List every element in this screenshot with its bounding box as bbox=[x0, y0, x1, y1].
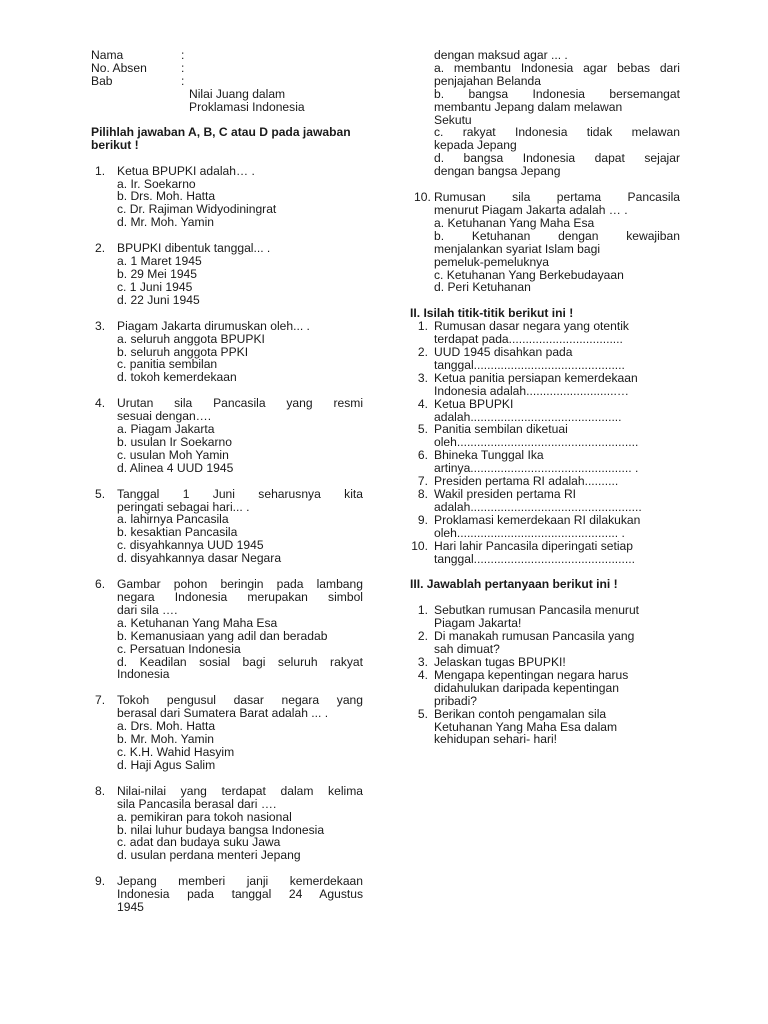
item-body bbox=[434, 449, 680, 475]
essay-item bbox=[410, 708, 680, 747]
item-number: 10. bbox=[411, 538, 428, 553]
answer-option: c. disyahkannya UUD 1945 bbox=[117, 538, 264, 553]
question-body bbox=[117, 320, 363, 385]
item-body bbox=[434, 514, 680, 540]
question-text-line: Tanggal 1 Juni seharusnya kita bbox=[117, 486, 363, 501]
item-number: 5. bbox=[417, 422, 428, 437]
question-text-line: Rumusan sila pertama Pancasila bbox=[434, 190, 680, 205]
question-text-line: Jepang memberi janji kemerdekaan bbox=[117, 874, 363, 889]
answer-option: a. Drs. Moh. Hatta bbox=[117, 719, 216, 734]
answer-option: b. Ketuhanan dengan kewajiban bbox=[434, 228, 680, 243]
spacer bbox=[91, 772, 363, 785]
item-text-line: Piagam Jakarta! bbox=[434, 616, 522, 631]
item-text-line: adalah............................................. bbox=[434, 409, 622, 424]
answer-option: a. lahirnya Pancasila bbox=[117, 512, 229, 527]
answer-option: a. Ir. Soekarno bbox=[117, 176, 196, 191]
right-column bbox=[410, 49, 680, 746]
fill-in-item bbox=[410, 423, 680, 449]
bab-value-1: Nilai Juang dalam bbox=[189, 87, 286, 101]
answer-option: b. Drs. Moh. Hatta bbox=[117, 189, 216, 204]
answer-line: membantu Jepang dalam melawan bbox=[434, 99, 623, 114]
answer-option: d. 22 Juni 1945 bbox=[117, 292, 200, 307]
item-text-line: Wakil presiden pertama RI bbox=[434, 487, 577, 501]
left-column bbox=[91, 49, 363, 914]
colon: : bbox=[181, 61, 185, 75]
fill-in-item bbox=[410, 540, 680, 566]
answer-option: c. adat dan budaya suku Jawa bbox=[117, 835, 281, 850]
item-text-line: artinya................................................ . bbox=[434, 461, 639, 476]
question-10 bbox=[410, 191, 680, 294]
answer-option: a. Ketuhanan Yang Maha Esa bbox=[434, 215, 595, 230]
question-item bbox=[91, 320, 363, 385]
question-text-line: Gambar pohon beringin pada lambang bbox=[117, 577, 363, 592]
question-text-line: Indonesia pada tanggal 24 Agustus bbox=[117, 887, 363, 902]
item-text-line: Proklamasi kemerdekaan RI dilakukan bbox=[434, 512, 641, 527]
item-number: 2. bbox=[417, 345, 428, 360]
item-body bbox=[434, 630, 680, 656]
item-body bbox=[434, 604, 680, 630]
spacer bbox=[91, 475, 363, 488]
item-text-line: Hari lahir Pancasila diperingati setiap bbox=[434, 538, 633, 553]
question-body bbox=[117, 488, 363, 565]
answer-line: a. membantu Indonesia agar bebas dari bbox=[434, 60, 680, 75]
question-text-line: BPUPKI dibentuk tanggal... . bbox=[117, 241, 271, 256]
question-text-line: menurut Piagam Jakarta adalah … . bbox=[434, 202, 628, 217]
answer-option: b. usulan Ir Soekarno bbox=[117, 434, 232, 449]
item-number: 5. bbox=[417, 706, 428, 721]
item-text-line: Ketuhanan Yang Maha Esa dalam bbox=[434, 719, 618, 734]
item-text-line: Sebutkan rumusan Pancasila menurut bbox=[434, 603, 640, 618]
item-text-line: adalah................................................... bbox=[434, 499, 642, 514]
answer-line: Sekutu bbox=[434, 112, 472, 127]
multiple-choice-list bbox=[91, 165, 363, 914]
item-text-line: tanggal............................................. bbox=[434, 357, 625, 372]
item-number: 4. bbox=[417, 396, 428, 411]
question-body bbox=[117, 694, 363, 771]
fill-in-item bbox=[410, 449, 680, 475]
item-number: 2. bbox=[417, 629, 428, 644]
answer-line: kepada Jepang bbox=[434, 138, 517, 153]
absen-row bbox=[91, 62, 363, 75]
item-body bbox=[434, 540, 680, 566]
item-body bbox=[434, 398, 680, 424]
absen-label: No. Absen bbox=[91, 61, 147, 75]
item-body bbox=[434, 423, 680, 449]
question-text-line: sila Pancasila berasal dari …. bbox=[117, 796, 277, 811]
question-number: 1. bbox=[95, 163, 106, 178]
question-number: 6. bbox=[95, 577, 106, 592]
answer-option: d. Keadilan sosial bagi seluruh rakyat bbox=[117, 654, 363, 669]
answer-option: a. pemikiran para tokoh nasional bbox=[117, 809, 292, 824]
item-text-line: oleh...................................................... bbox=[434, 435, 639, 450]
question-text-line: Tokoh pengusul dasar negara yang bbox=[117, 693, 363, 708]
answer-line: dengan bangsa Jepang bbox=[434, 164, 561, 179]
fill-in-list bbox=[410, 320, 680, 565]
question-number: 7. bbox=[95, 693, 106, 708]
answer-option: a. 1 Maret 1945 bbox=[117, 254, 202, 269]
essay-item bbox=[410, 656, 680, 669]
question-number: 10. bbox=[414, 190, 431, 205]
question-text-line: sesuai dengan…. bbox=[117, 409, 212, 424]
answer-option: d. Haji Agus Salim bbox=[117, 757, 216, 772]
item-number: 4. bbox=[417, 667, 428, 682]
item-text-line: UUD 1945 disahkan pada bbox=[434, 345, 573, 360]
answer-option: c. usulan Moh Yamin bbox=[117, 447, 229, 462]
item-number: 9. bbox=[417, 512, 428, 527]
answer-option: c. Ketuhanan Yang Berkebudayaan bbox=[434, 267, 624, 282]
question-item bbox=[91, 785, 363, 862]
item-body bbox=[434, 669, 680, 708]
question-body bbox=[117, 397, 363, 474]
fill-in-item bbox=[410, 398, 680, 424]
question-number: 3. bbox=[95, 318, 106, 333]
answer-line: dengan maksud agar ... . bbox=[434, 48, 568, 62]
item-text-line: sah dimuat? bbox=[434, 642, 500, 657]
item-text-line: didahulukan daripada kepentingan bbox=[434, 680, 619, 695]
item-body bbox=[434, 656, 680, 669]
answer-option: d. Mr. Moh. Yamin bbox=[117, 215, 215, 230]
question-text-line: peringati sebagai hari... . bbox=[117, 499, 250, 514]
instruction-1: Pilihlah jawaban A, B, C atau D pada jawaban berikut ! bbox=[91, 124, 351, 152]
answer-option: d. Alinea 4 UUD 1945 bbox=[117, 460, 234, 475]
answer-option: a. Ketuhanan Yang Maha Esa bbox=[117, 615, 278, 630]
item-text-line: Berikan contoh pengamalan sila bbox=[434, 706, 607, 721]
section-3-heading: III. Jawablah pertanyaan berikut ini ! bbox=[410, 577, 618, 592]
answer-option: c. Persatuan Indonesia bbox=[117, 641, 241, 656]
answer-option: pemeluk-pemeluknya bbox=[434, 254, 549, 269]
question-text-line: dari sila …. bbox=[117, 602, 178, 617]
bab-label: Bab bbox=[91, 74, 113, 88]
answer-option: c. Dr. Rajiman Widyodiningrat bbox=[117, 202, 277, 217]
question-number: 4. bbox=[95, 396, 106, 411]
bab-value-2: Proklamasi Indonesia bbox=[189, 99, 305, 114]
question-text-line: Urutan sila Pancasila yang resmi bbox=[117, 396, 363, 411]
question-number: 5. bbox=[95, 486, 106, 501]
colon: : bbox=[181, 74, 185, 88]
item-text-line: Bhineka Tunggal Ika bbox=[434, 448, 544, 463]
fill-in-item bbox=[410, 372, 680, 398]
item-number: 1. bbox=[417, 603, 428, 618]
question-item bbox=[410, 191, 680, 294]
question-item bbox=[91, 165, 363, 230]
answer-option: a. seluruh anggota BPUPKI bbox=[117, 331, 265, 346]
item-number: 1. bbox=[417, 319, 428, 334]
colon: : bbox=[181, 48, 185, 62]
item-text-line: oleh................................................ . bbox=[434, 525, 625, 540]
answer-option: b. kesaktian Pancasila bbox=[117, 525, 238, 540]
fill-in-item bbox=[410, 514, 680, 540]
item-body bbox=[434, 346, 680, 372]
answer-option: Indonesia bbox=[117, 667, 170, 682]
question-number: 9. bbox=[95, 874, 106, 889]
answer-option: b. Kemanusiaan yang adil dan beradab bbox=[117, 628, 328, 643]
item-text-line: Jelaskan tugas BPUPKI! bbox=[434, 654, 566, 669]
essay-item bbox=[410, 604, 680, 630]
essay-list bbox=[410, 604, 680, 746]
question-text-line: negara Indonesia merupakan simbol bbox=[117, 590, 363, 604]
question-number: 2. bbox=[95, 241, 106, 256]
item-body bbox=[434, 320, 680, 346]
item-text-line: Rumusan dasar negara yang otentik bbox=[434, 319, 629, 334]
question-item bbox=[91, 242, 363, 307]
question-text-line: Nilai-nilai yang terdapat dalam kelima bbox=[117, 783, 363, 798]
answer-option: d. disyahkannya dasar Negara bbox=[117, 551, 282, 566]
question-body bbox=[117, 875, 363, 914]
fill-in-item bbox=[410, 488, 680, 514]
question-item bbox=[91, 578, 363, 681]
item-number: 3. bbox=[417, 370, 428, 385]
answer-line: penjajahan Belanda bbox=[434, 73, 541, 88]
answer-option: menjalankan syariat Islam bagi bbox=[434, 241, 601, 256]
answer-option: c. 1 Juni 1945 bbox=[117, 279, 193, 294]
question-9-continued bbox=[410, 49, 680, 178]
answer-option: c. panitia sembilan bbox=[117, 357, 218, 372]
item-text-line: kehidupan sehari- hari! bbox=[434, 732, 558, 747]
item-text-line: Mengapa kepentingan negara harus bbox=[434, 667, 629, 682]
answer-line: d. bangsa Indonesia dapat sejajar bbox=[434, 151, 680, 166]
question-number: 8. bbox=[95, 783, 106, 798]
answer-option: d. usulan perdana menteri Jepang bbox=[117, 848, 301, 863]
item-text-line: pribadi? bbox=[434, 693, 478, 708]
item-text-line: Indonesia adalah...........................… bbox=[434, 383, 629, 398]
answer-option: b. Mr. Moh. Yamin bbox=[117, 732, 215, 747]
answer-option: b. nilai luhur budaya bangsa Indonesia bbox=[117, 822, 325, 837]
item-text-line: Presiden pertama RI adalah.......... bbox=[434, 474, 619, 489]
essay-item bbox=[410, 630, 680, 656]
item-text-line: Ketua panitia persiapan kemerdekaan bbox=[434, 370, 638, 385]
question-text-line: 1945 bbox=[117, 900, 144, 915]
item-body bbox=[434, 372, 680, 398]
question-item bbox=[91, 875, 363, 914]
item-text-line: Di manakah rumusan Pancasila yang bbox=[434, 629, 635, 644]
question-text-line: Ketua BPUPKI adalah… . bbox=[117, 163, 255, 178]
answer-option: a. Piagam Jakarta bbox=[117, 422, 215, 437]
question-item bbox=[91, 397, 363, 474]
fill-in-item bbox=[410, 320, 680, 346]
section-2-heading: II. Isilah titik-titik berikut ini ! bbox=[410, 306, 574, 321]
answer-line: c. rakyat Indonesia tidak melawan bbox=[434, 125, 680, 140]
question-text-line: berasal dari Sumatera Barat adalah ... . bbox=[117, 706, 329, 721]
answer-option: c. K.H. Wahid Hasyim bbox=[117, 744, 235, 759]
item-number: 7. bbox=[417, 474, 428, 489]
question-body bbox=[117, 785, 363, 862]
question-body bbox=[434, 191, 680, 294]
spacer bbox=[91, 307, 363, 320]
question-item bbox=[91, 694, 363, 771]
item-text-line: tanggal................................................ bbox=[434, 551, 635, 566]
item-body bbox=[434, 488, 680, 514]
item-number: 6. bbox=[417, 448, 428, 463]
item-text-line: Ketua BPUPKI bbox=[434, 396, 514, 411]
fill-in-item bbox=[410, 346, 680, 372]
nama-label: Nama bbox=[91, 48, 124, 62]
answer-option: d. tokoh kemerdekaan bbox=[117, 370, 237, 385]
question-body bbox=[117, 242, 363, 307]
item-text-line: Panitia sembilan diketuai bbox=[434, 422, 568, 437]
answer-option: b. 29 Mei 1945 bbox=[117, 266, 198, 281]
item-number: 3. bbox=[417, 654, 428, 669]
item-number: 8. bbox=[417, 487, 428, 501]
question-body bbox=[117, 578, 363, 681]
question-body bbox=[117, 165, 363, 230]
essay-item bbox=[410, 669, 680, 708]
answer-line: b. bangsa Indonesia bersemangat bbox=[434, 86, 680, 101]
answer-option: b. seluruh anggota PPKI bbox=[117, 344, 249, 359]
question-item bbox=[91, 488, 363, 565]
answer-option: d. Peri Ketuhanan bbox=[434, 280, 531, 295]
question-text-line: Piagam Jakarta dirumuskan oleh... . bbox=[117, 318, 310, 333]
item-text-line: terdapat pada.................................. bbox=[434, 332, 623, 347]
item-body bbox=[434, 708, 680, 747]
